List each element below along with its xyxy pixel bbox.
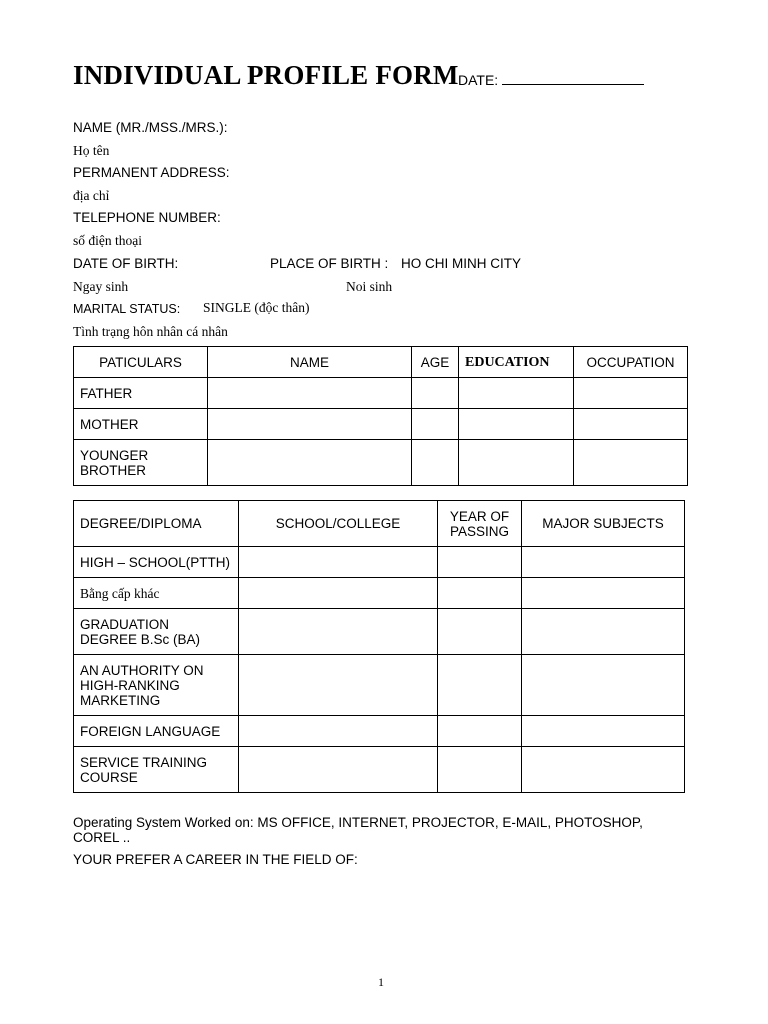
table-row (74, 716, 685, 747)
service-training-school-cell[interactable] (239, 747, 438, 793)
header-degree: DEGREE/DIPLOMA (74, 501, 239, 547)
table-row (74, 547, 685, 578)
header-year: YEAR OF PASSING (438, 501, 522, 547)
career-field-label: YOUR PREFER A CAREER IN THE FIELD OF: (73, 852, 358, 867)
table-row (74, 378, 688, 409)
foreign-language-year-cell[interactable] (438, 716, 522, 747)
mother-name-cell[interactable] (208, 409, 412, 440)
date-blank-line[interactable] (502, 72, 644, 85)
authority-major-cell[interactable] (522, 655, 685, 716)
header-age: AGE (412, 347, 459, 378)
high-school-year-cell[interactable] (438, 547, 522, 578)
phone-vi-label: số điện thoại (73, 233, 142, 248)
foreign-language-school-cell[interactable] (239, 716, 438, 747)
marital-label: MARITAL STATUS: (73, 302, 181, 316)
row-label-younger-brother: YOUNGER BROTHER (74, 440, 208, 486)
father-occupation-cell[interactable] (574, 378, 688, 409)
brother-name-cell[interactable] (208, 440, 412, 486)
header-particulars: PATICULARS (74, 347, 208, 378)
table-row (74, 440, 688, 486)
header-education: EDUCATION (459, 347, 574, 378)
pob-label: PLACE OF BIRTH : (270, 256, 389, 271)
address-vi-label: địa chỉ (73, 188, 110, 203)
address-label: PERMANENT ADDRESS: (73, 165, 230, 180)
marital-vi-label: Tình trạng hôn nhân cá nhân (73, 324, 228, 339)
family-header-row (74, 347, 688, 378)
brother-education-cell[interactable] (459, 440, 574, 486)
row-label-high-school: HIGH – SCHOOL(PTTH) (74, 547, 239, 578)
dob-vi-label: Ngay sinh (73, 279, 129, 294)
education-header-row (74, 501, 685, 547)
graduation-school-cell[interactable] (239, 609, 438, 655)
row-label-graduation: GRADUATION DEGREE B.Sc (BA) (74, 609, 239, 655)
header-school: SCHOOL/COLLEGE (239, 501, 438, 547)
mother-education-cell[interactable] (459, 409, 574, 440)
other-degree-year-cell[interactable] (438, 578, 522, 609)
pob-vi-label: Noi sinh (346, 279, 393, 294)
education-table (73, 500, 685, 793)
dob-label: DATE OF BIRTH: (73, 256, 179, 271)
other-degree-major-cell[interactable] (522, 578, 685, 609)
marital-value: SINGLE (độc thân) (203, 300, 310, 315)
brother-occupation-cell[interactable] (574, 440, 688, 486)
high-school-school-cell[interactable] (239, 547, 438, 578)
service-training-year-cell[interactable] (438, 747, 522, 793)
brother-age-cell[interactable] (412, 440, 459, 486)
row-label-authority: AN AUTHORITY ON HIGH-RANKING MARKETING (74, 655, 239, 716)
father-age-cell[interactable] (412, 378, 459, 409)
date-label: DATE: (458, 72, 499, 88)
table-row (74, 409, 688, 440)
name-label: NAME (MR./MSS./MRS.): (73, 120, 228, 135)
pob-value: HO CHI MINH CITY (401, 256, 521, 271)
other-degree-school-cell[interactable] (239, 578, 438, 609)
phone-label: TELEPHONE NUMBER: (73, 210, 221, 225)
authority-year-cell[interactable] (438, 655, 522, 716)
graduation-major-cell[interactable] (522, 609, 685, 655)
row-label-father: FATHER (74, 378, 208, 409)
mother-age-cell[interactable] (412, 409, 459, 440)
row-label-service-training: SERVICE TRAINING COURSE (74, 747, 239, 793)
row-label-foreign-language: FOREIGN LANGUAGE (74, 716, 239, 747)
operating-system-text: Operating System Worked on: MS OFFICE, INTERNET, PROJECTOR, E-MAIL, PHOTOSHOP, COREL .. (73, 815, 643, 845)
father-name-cell[interactable] (208, 378, 412, 409)
foreign-language-major-cell[interactable] (522, 716, 685, 747)
mother-occupation-cell[interactable] (574, 409, 688, 440)
header-name: NAME (208, 347, 412, 378)
family-table (73, 346, 688, 486)
row-label-other-degree: Bằng cấp khác (74, 578, 239, 609)
service-training-major-cell[interactable] (522, 747, 685, 793)
authority-school-cell[interactable] (239, 655, 438, 716)
page-number: 1 (378, 975, 384, 989)
header-occupation: OCCUPATION (574, 347, 688, 378)
form-title: INDIVIDUAL PROFILE FORM (73, 60, 459, 90)
table-row (74, 747, 685, 793)
graduation-year-cell[interactable] (438, 609, 522, 655)
table-row (74, 609, 685, 655)
row-label-mother: MOTHER (74, 409, 208, 440)
date-field[interactable] (458, 72, 644, 88)
table-row (74, 655, 685, 716)
header-major: MAJOR SUBJECTS (522, 501, 685, 547)
table-row (74, 578, 685, 609)
father-education-cell[interactable] (459, 378, 574, 409)
high-school-major-cell[interactable] (522, 547, 685, 578)
name-vi-label: Họ tên (73, 143, 110, 158)
